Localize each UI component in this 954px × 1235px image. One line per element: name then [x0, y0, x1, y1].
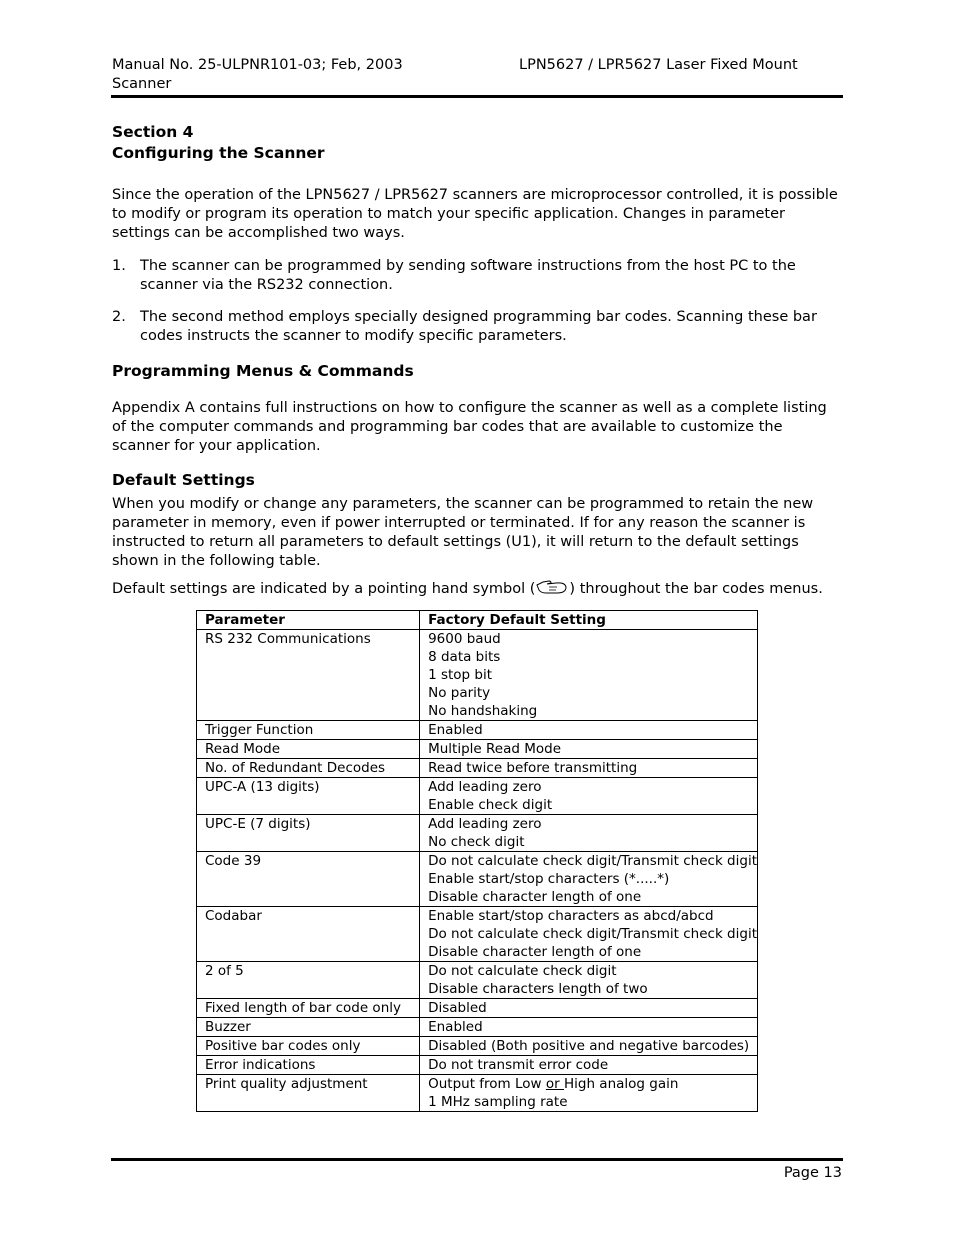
table-row — [197, 1018, 758, 1037]
default-cell — [420, 852, 758, 907]
header-manual-number: Manual No. 25-ULPNR101-03; Feb, 2003 — [112, 57, 403, 73]
table-row — [197, 740, 758, 759]
default-symbol-note-after: ) throughout the bar codes menus. — [569, 581, 823, 597]
parameter-cell: Positive bar codes only — [197, 1037, 420, 1056]
section-number: Section 4 — [112, 123, 194, 141]
default-symbol-note-before: Default settings are indicated by a pointing hand symbol ( — [112, 581, 536, 597]
default-value: Disabled (Both positive and negative barcodes) — [428, 1038, 750, 1054]
footer-rule — [111, 1158, 843, 1161]
parameter-cell: RS 232 Communications — [197, 630, 420, 721]
parameter-cell: UPC-E (7 digits) — [197, 815, 420, 852]
default-value: 1 stop bit — [428, 667, 493, 683]
default-cell — [420, 759, 758, 778]
programming-paragraph: Appendix A contains full instructions on how to configure the scanner as well as a complete listing of the computer commands and programming bar codes that are available to customize the scanner for your application. — [112, 400, 827, 454]
table-row — [197, 999, 758, 1018]
table-row — [197, 630, 758, 721]
default-cell — [420, 721, 758, 740]
list-item-number: 1. — [112, 258, 126, 274]
default-value: Enabled — [428, 1019, 483, 1035]
column-header-default: Factory Default Setting — [420, 611, 758, 630]
section-title: Configuring the Scanner — [112, 144, 325, 162]
table-header-row — [197, 611, 758, 630]
default-cell — [420, 740, 758, 759]
default-cell — [420, 999, 758, 1018]
default-cell — [420, 1056, 758, 1075]
table-row — [197, 815, 758, 852]
default-value: 9600 baud — [428, 631, 501, 647]
pointing-hand-icon — [535, 579, 569, 601]
default-value: Disabled — [428, 1000, 487, 1016]
parameter-cell: Read Mode — [197, 740, 420, 759]
programming-heading: Programming Menus & Commands — [112, 362, 414, 380]
default-cell — [420, 630, 758, 721]
default-value: Enable start/stop characters as abcd/abcd — [428, 908, 714, 924]
default-value: 1 MHz sampling rate — [428, 1094, 568, 1110]
parameter-cell: 2 of 5 — [197, 962, 420, 999]
default-value: Disable character length of one — [428, 889, 642, 905]
default-value: Disable character length of one — [428, 944, 642, 960]
default-value: Add leading zero — [428, 816, 542, 832]
parameter-cell: Code 39 — [197, 852, 420, 907]
default-value: Disable characters length of two — [428, 981, 648, 997]
header-rule — [111, 95, 843, 98]
default-cell — [420, 1018, 758, 1037]
default-value: Enabled — [428, 722, 483, 738]
column-header-parameter: Parameter — [197, 611, 420, 630]
table-row — [197, 1037, 758, 1056]
default-value: No parity — [428, 685, 491, 701]
parameter-cell: Codabar — [197, 907, 420, 962]
header-product-title: LPN5627 / LPR5627 Laser Fixed Mount — [519, 57, 798, 73]
default-cell — [420, 1075, 758, 1112]
default-value: Read twice before transmitting — [428, 760, 638, 776]
parameter-cell: Fixed length of bar code only — [197, 999, 420, 1018]
table-row — [197, 852, 758, 907]
list-item-number: 2. — [112, 309, 126, 325]
parameter-cell: Error indications — [197, 1056, 420, 1075]
table-row — [197, 721, 758, 740]
parameter-cell: No. of Redundant Decodes — [197, 759, 420, 778]
default-value: Do not calculate check digit/Transmit check digit — [428, 853, 757, 869]
default-value: Do not calculate check digit/Transmit check digit — [428, 926, 757, 942]
table-row — [197, 962, 758, 999]
list-item-text: The second method employs specially designed programming bar codes. Scanning these bar codes instructs the scanner to modify specific parameters. — [140, 309, 817, 344]
default-cell — [420, 907, 758, 962]
list-item-text: The scanner can be programmed by sending software instructions from the host PC to the scanner via the RS232 connection. — [140, 258, 796, 293]
default-value: Do not calculate check digit — [428, 963, 617, 979]
table-row — [197, 759, 758, 778]
default-value: Add leading zero — [428, 779, 542, 795]
default-value: Do not transmit error code — [428, 1057, 609, 1073]
default-settings-paragraph: When you modify or change any parameters, the scanner can be programmed to retain the new parameter in memory, even if power interrupted or terminated. If for any reason the scanner is instructed to return all parameters to default settings (U1), it will return to the default settings shown in the following table. — [112, 496, 814, 569]
parameter-cell: UPC-A (13 digits) — [197, 778, 420, 815]
default-value: 8 data bits — [428, 649, 501, 665]
gain-text-b: High analog gain — [563, 1076, 679, 1092]
default-cell — [420, 962, 758, 999]
page-number: Page 13 — [783, 1165, 842, 1181]
default-settings-heading: Default Settings — [112, 471, 255, 489]
table-row — [197, 778, 758, 815]
table-row — [197, 1075, 758, 1112]
default-cell — [420, 1037, 758, 1056]
default-value: No handshaking — [428, 703, 538, 719]
parameter-cell: Print quality adjustment — [197, 1075, 420, 1112]
gain-text-or: or — [545, 1076, 564, 1092]
default-cell — [420, 778, 758, 815]
intro-paragraph: Since the operation of the LPN5627 / LPR5627 scanners are microprocessor controlled, it is possible to modify or program its operation to match your specific application. Changes in parameter settings can be accomplished two ways. — [112, 187, 838, 241]
default-value — [428, 1075, 757, 1093]
default-value: No check digit — [428, 834, 525, 850]
table-row — [197, 1056, 758, 1075]
default-cell — [420, 815, 758, 852]
factory-defaults-table — [196, 610, 758, 1112]
header-manual-info — [112, 56, 403, 94]
default-value: Multiple Read Mode — [428, 741, 562, 757]
table-row — [197, 907, 758, 962]
gain-text-a: Output from Low — [428, 1076, 546, 1092]
default-symbol-note — [112, 579, 842, 601]
parameter-cell: Buzzer — [197, 1018, 420, 1037]
parameter-cell: Trigger Function — [197, 721, 420, 740]
default-value: Enable check digit — [428, 797, 553, 813]
header-scanner-label: Scanner — [112, 76, 172, 92]
default-value: Enable start/stop characters (*.....*) — [428, 871, 670, 887]
